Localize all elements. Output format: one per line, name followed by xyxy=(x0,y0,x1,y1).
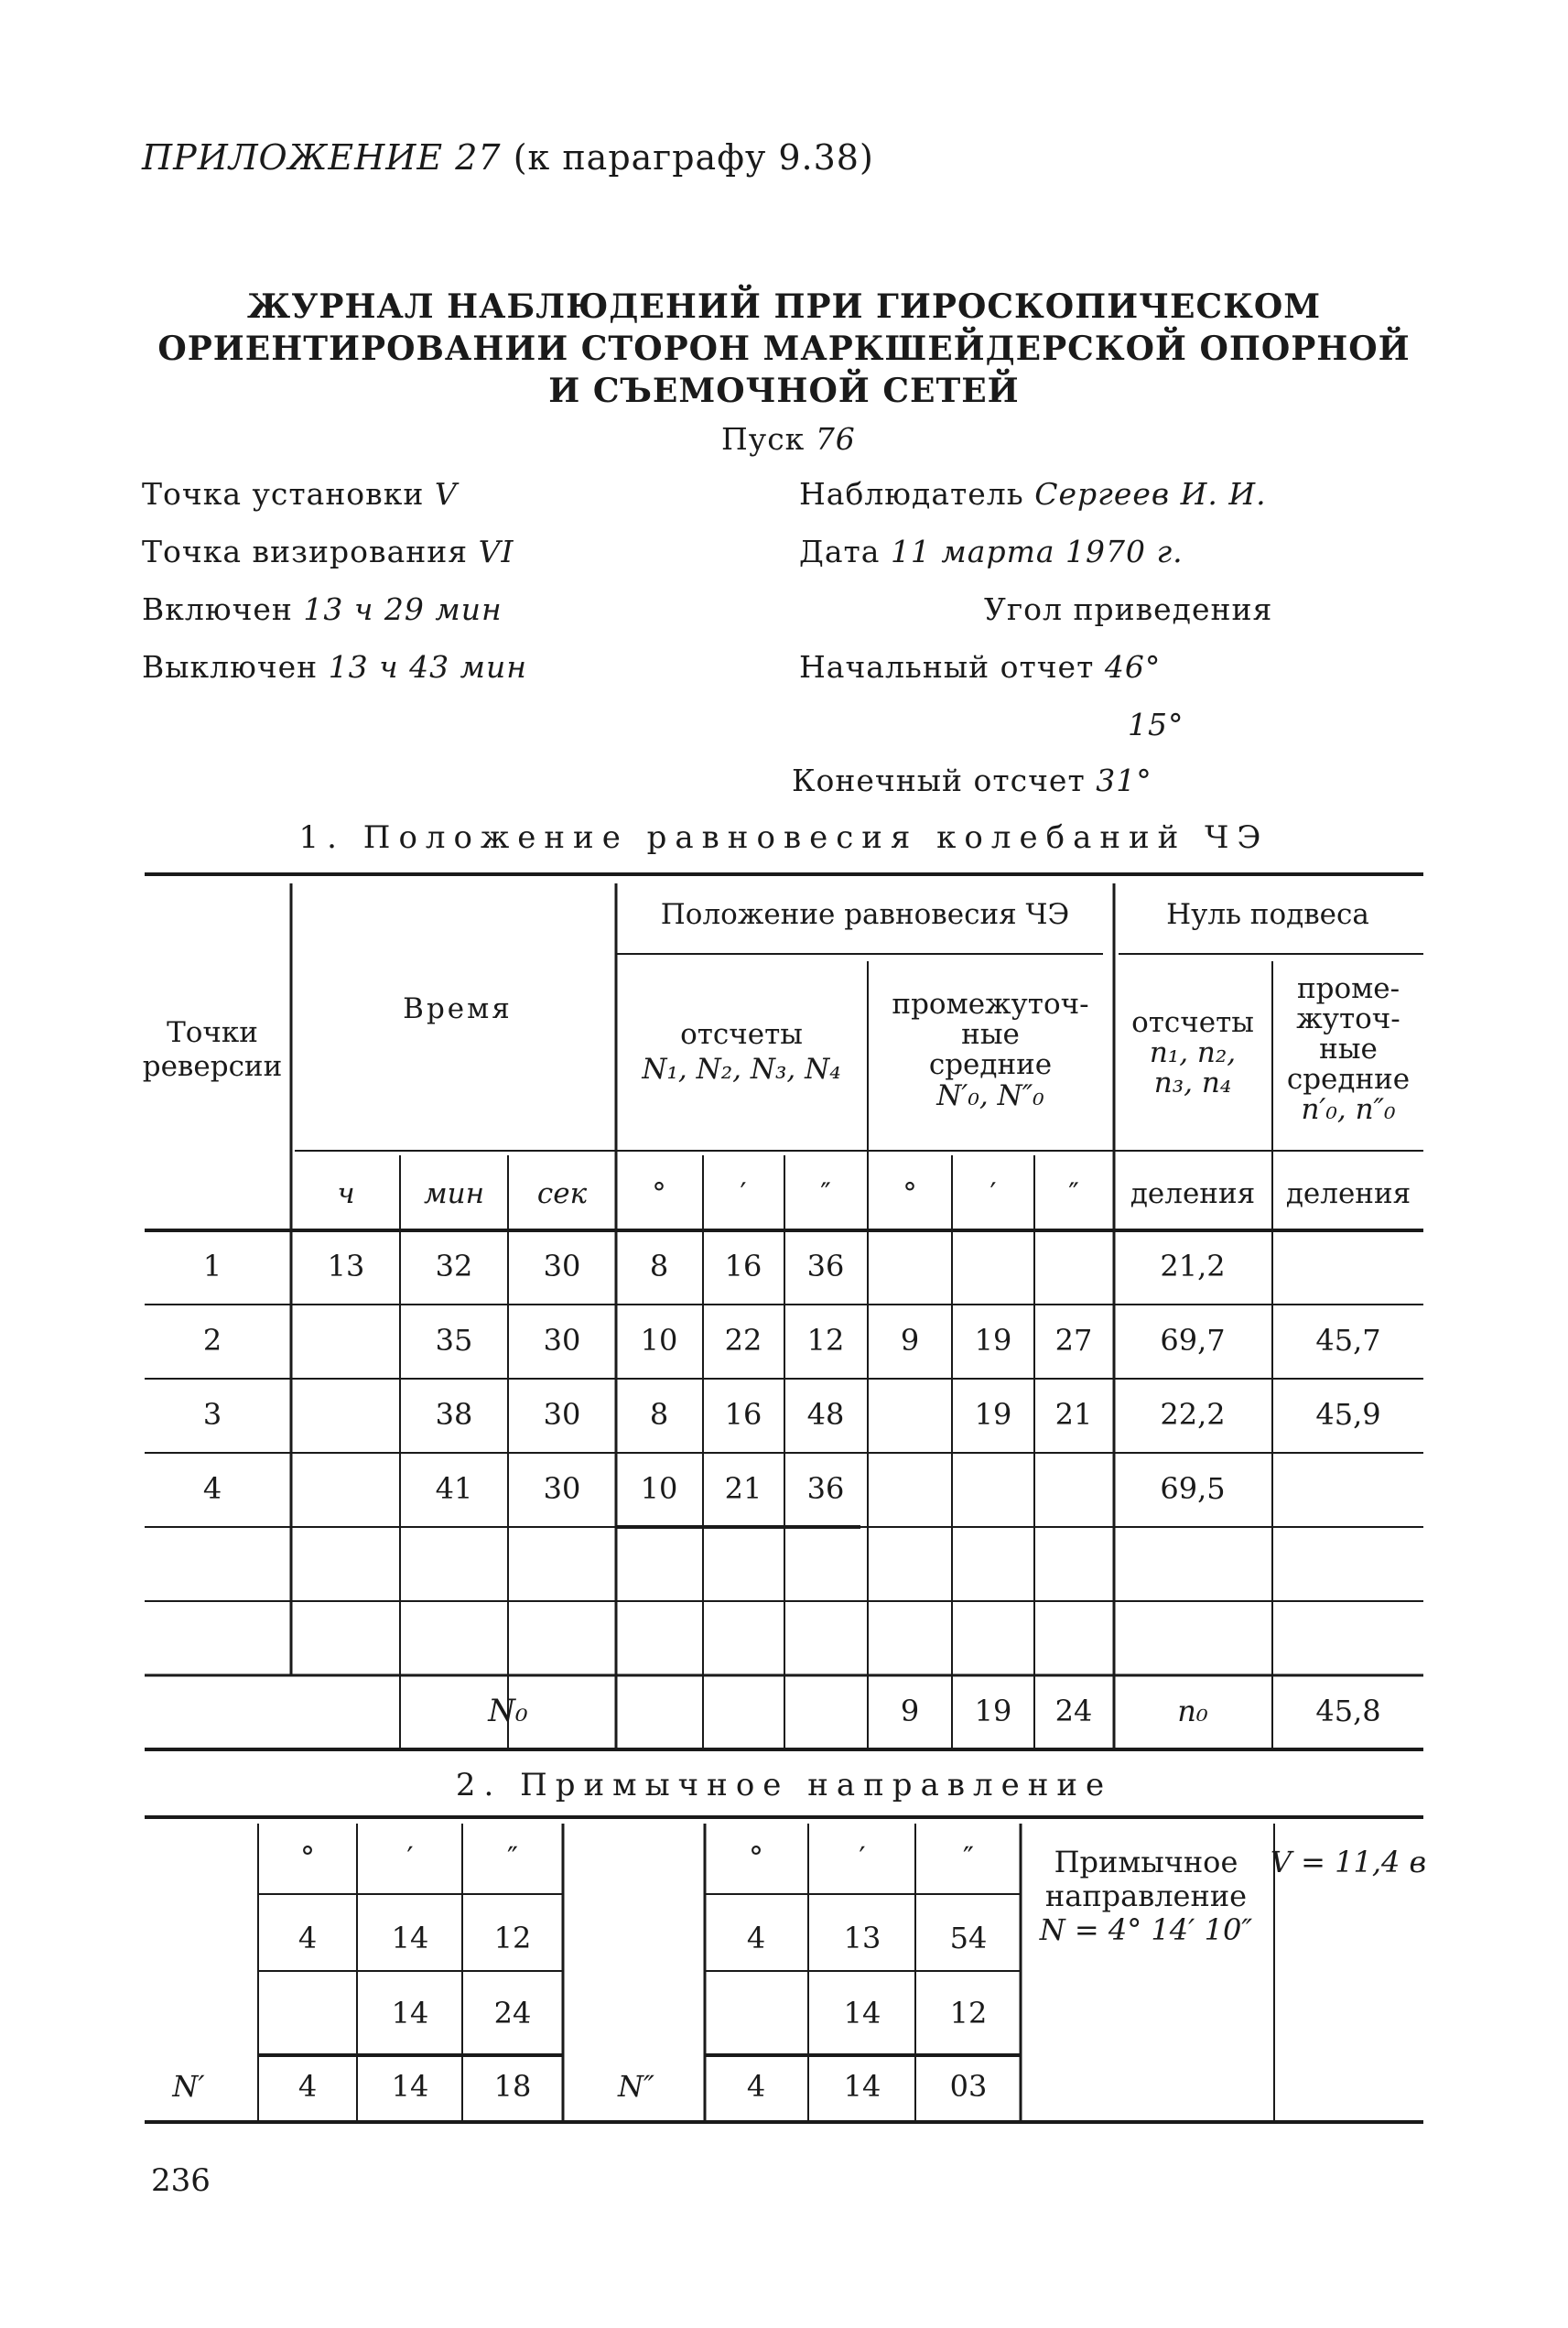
t2-left-result-sec: 18 xyxy=(493,2069,532,2104)
table-row xyxy=(203,1249,1226,1283)
header-points-line2: реверсии xyxy=(142,1050,283,1083)
date-label: Дата xyxy=(799,534,881,569)
row3-seconds: 30 xyxy=(543,1397,581,1432)
header-equilibrium: Положение равновесия ЧЭ xyxy=(660,898,1070,931)
header-zero-intermediate-line4: средние xyxy=(1286,1063,1411,1096)
t2-right-unit-sec: ″ xyxy=(963,1840,974,1875)
switched-off-value: 13 ч 43 мин xyxy=(328,649,528,685)
t2-right-r2-min: 14 xyxy=(843,1996,881,2030)
t2-right-result-sec: 03 xyxy=(949,2069,988,2104)
result-n0-deg: 9 xyxy=(900,1694,920,1728)
end-reading-value: 31° xyxy=(1096,763,1152,798)
t2-right-result-label: N″ xyxy=(618,2069,654,2104)
table1-result-row xyxy=(487,1693,1380,1729)
observer-value: Сергеев И. И. xyxy=(1034,476,1267,512)
header-zero-intermediate-line1: проме- xyxy=(1296,972,1400,1005)
t2-right-result-min: 14 xyxy=(843,2069,881,2104)
unit-seconds: сек xyxy=(536,1177,588,1210)
t2-left-r1-deg: 4 xyxy=(297,1921,318,1955)
end-reading-label: Конечный отсчет xyxy=(792,763,1086,798)
appendix-reference: (к параграфу 9.38) xyxy=(513,137,874,178)
setup-point-label: Точка установки xyxy=(142,476,425,512)
t2-right-r1-min: 13 xyxy=(843,1921,881,1955)
unit-degree-2: ° xyxy=(903,1177,917,1210)
sighting-point-value: VI xyxy=(478,534,514,569)
observer-label: Наблюдатель xyxy=(799,476,1024,512)
table1-title: 1. Положение равновесия колебаний ЧЭ xyxy=(298,819,1270,856)
row1-hours: 13 xyxy=(327,1249,365,1283)
setup-point-value: V xyxy=(434,476,458,512)
t2-right-unit-deg: ° xyxy=(749,1840,763,1875)
t2-direction-value: N = 4° 14′ 10″ xyxy=(1039,1912,1253,1947)
result-zero-label: n₀ xyxy=(1177,1694,1208,1728)
row3-point: 3 xyxy=(202,1397,222,1432)
table2-title: 2. Примычное направление xyxy=(455,1767,1113,1803)
reduction-angle-value: 15° xyxy=(1128,707,1184,742)
unit-minute-2: ′ xyxy=(989,1177,997,1210)
page-number: 236 xyxy=(151,2162,211,2199)
launch-value: 76 xyxy=(815,421,856,457)
unit-hours: ч xyxy=(337,1177,355,1210)
row1-point: 1 xyxy=(202,1249,222,1283)
row4-point: 4 xyxy=(202,1471,222,1506)
date-value: 11 марта 1970 г. xyxy=(890,534,1184,569)
t2-direction-line1: Примычное xyxy=(1054,1845,1238,1879)
result-n0-min: 19 xyxy=(974,1694,1012,1728)
row2-mean-deg: 9 xyxy=(900,1323,920,1358)
t2-left-r2-min: 14 xyxy=(391,1996,429,2030)
t2-left-unit-min: ′ xyxy=(406,1840,414,1875)
t2-left-unit-deg: ° xyxy=(300,1840,315,1875)
unit-divisions-2: деления xyxy=(1285,1177,1411,1210)
header-readings-line1: отсчеты xyxy=(680,1018,803,1051)
header-intermediate-line2: ные xyxy=(961,1018,1020,1051)
row1-zero-reading: 21,2 xyxy=(1160,1249,1226,1283)
t2-right-unit-min: ′ xyxy=(859,1840,866,1875)
row3-mean-min: 19 xyxy=(974,1397,1012,1432)
unit-minute-1: ′ xyxy=(740,1177,747,1210)
header-zero-readings-line2: n₁, n₂, xyxy=(1149,1036,1237,1069)
t2-right-r1-sec: 54 xyxy=(949,1921,988,1955)
unit-second-1: ″ xyxy=(820,1177,831,1210)
row4-seconds: 30 xyxy=(543,1471,581,1506)
row2-zero-mean: 45,7 xyxy=(1315,1323,1381,1358)
sighting-point-label: Точка визирования xyxy=(142,534,469,569)
start-reading-label: Начальный отчет xyxy=(799,649,1095,685)
row4-zero-reading: 69,5 xyxy=(1160,1471,1226,1506)
start-reading-value: 46° xyxy=(1104,649,1162,685)
table-row xyxy=(203,1471,1226,1506)
row3-n-sec: 48 xyxy=(806,1397,845,1432)
result-zero-value: 45,8 xyxy=(1315,1694,1381,1728)
row2-zero-reading: 69,7 xyxy=(1160,1323,1226,1358)
row4-n-sec: 36 xyxy=(806,1471,845,1506)
row2-minutes: 35 xyxy=(435,1323,473,1358)
switched-on-value: 13 ч 29 мин xyxy=(303,591,503,627)
row3-zero-reading: 22,2 xyxy=(1160,1397,1226,1432)
table1-units xyxy=(337,1177,1411,1210)
t2-left-result-label: N′ xyxy=(172,2069,205,2104)
row3-n-deg: 8 xyxy=(649,1397,669,1432)
t2-left-result-min: 14 xyxy=(391,2069,429,2104)
table1-header xyxy=(143,898,1410,1126)
t2-left-r1-min: 14 xyxy=(391,1921,429,1955)
row2-seconds: 30 xyxy=(543,1323,581,1358)
title-line-3: И СЪЕМОЧНОЙ СЕТЕЙ xyxy=(548,372,1020,410)
t2-left-unit-sec: ″ xyxy=(507,1840,518,1875)
row4-n-deg: 10 xyxy=(640,1471,678,1506)
unit-minutes: мин xyxy=(423,1177,485,1210)
header-zero-readings-line1: отсчеты xyxy=(1131,1006,1254,1039)
table-row xyxy=(203,1397,1381,1432)
row1-seconds: 30 xyxy=(543,1249,581,1283)
row4-n-min: 21 xyxy=(724,1471,762,1506)
row3-zero-mean: 45,9 xyxy=(1315,1397,1381,1432)
header-zero-intermediate-line5: n′₀, n″₀ xyxy=(1301,1093,1396,1126)
header-intermediate-line4: N′₀, N″₀ xyxy=(936,1079,1044,1112)
result-n0-label: N₀ xyxy=(488,1693,528,1729)
title-line-1: ЖУРНАЛ НАБЛЮДЕНИЙ ПРИ ГИРОСКОПИЧЕСКОМ xyxy=(246,287,1322,326)
row2-mean-sec: 27 xyxy=(1054,1323,1093,1358)
result-n0-sec: 24 xyxy=(1054,1694,1093,1728)
header-zero-intermediate-line2: жуточ- xyxy=(1296,1002,1400,1035)
t2-direction-line2: направление xyxy=(1044,1879,1248,1913)
row1-minutes: 32 xyxy=(435,1249,473,1283)
row3-minutes: 38 xyxy=(435,1397,473,1432)
header-zero: Нуль подвеса xyxy=(1166,898,1369,931)
row2-n-deg: 10 xyxy=(640,1323,678,1358)
row2-n-sec: 12 xyxy=(806,1323,845,1358)
header-points-line1: Точки xyxy=(167,1016,258,1049)
unit-divisions-1: деления xyxy=(1130,1177,1256,1210)
row1-n-deg: 8 xyxy=(649,1249,669,1283)
t2-left-result-deg: 4 xyxy=(297,2069,318,2104)
row1-n-min: 16 xyxy=(724,1249,762,1283)
appendix-label: ПРИЛОЖЕНИЕ 27 xyxy=(142,137,502,178)
unit-degree-1: ° xyxy=(652,1177,666,1210)
table-row xyxy=(203,1323,1381,1358)
launch-label: Пуск xyxy=(721,421,806,457)
unit-second-2: ″ xyxy=(1068,1177,1079,1210)
t2-left-r1-sec: 12 xyxy=(493,1921,532,1955)
header-zero-intermediate-line3: ные xyxy=(1319,1033,1378,1066)
title-line-2: ОРИЕНТИРОВАНИИ СТОРОН МАРКШЕЙДЕРСКОЙ ОПОРНОЙ xyxy=(157,330,1411,368)
row2-mean-min: 19 xyxy=(974,1323,1012,1358)
table1-body xyxy=(203,1249,1381,1729)
header-intermediate-line1: промежуточ- xyxy=(892,988,1089,1021)
row3-mean-sec: 21 xyxy=(1054,1397,1093,1432)
header-time: Время xyxy=(403,992,513,1025)
header-zero-readings-line3: n₃, n₄ xyxy=(1153,1067,1232,1099)
row4-minutes: 41 xyxy=(435,1471,473,1506)
t2-right-result-deg: 4 xyxy=(746,2069,766,2104)
t2-right-r2-sec: 12 xyxy=(949,1996,988,2030)
header-readings-line2: N₁, N₂, N₃, N₄ xyxy=(642,1053,841,1086)
switched-off-label: Выключен xyxy=(142,649,319,685)
row1-n-sec: 36 xyxy=(806,1249,845,1283)
row3-n-min: 16 xyxy=(724,1397,762,1432)
t2-right-r1-deg: 4 xyxy=(746,1921,766,1955)
reduction-angle-label: Угол приведения xyxy=(984,591,1273,627)
row2-point: 2 xyxy=(202,1323,222,1358)
switched-on-label: Включен xyxy=(142,591,293,627)
t2-left-r2-sec: 24 xyxy=(493,1996,532,2030)
header-intermediate-line3: средние xyxy=(928,1048,1053,1081)
t2-v-value: V = 11,4 в xyxy=(1270,1845,1427,1879)
row2-n-min: 22 xyxy=(724,1323,762,1358)
